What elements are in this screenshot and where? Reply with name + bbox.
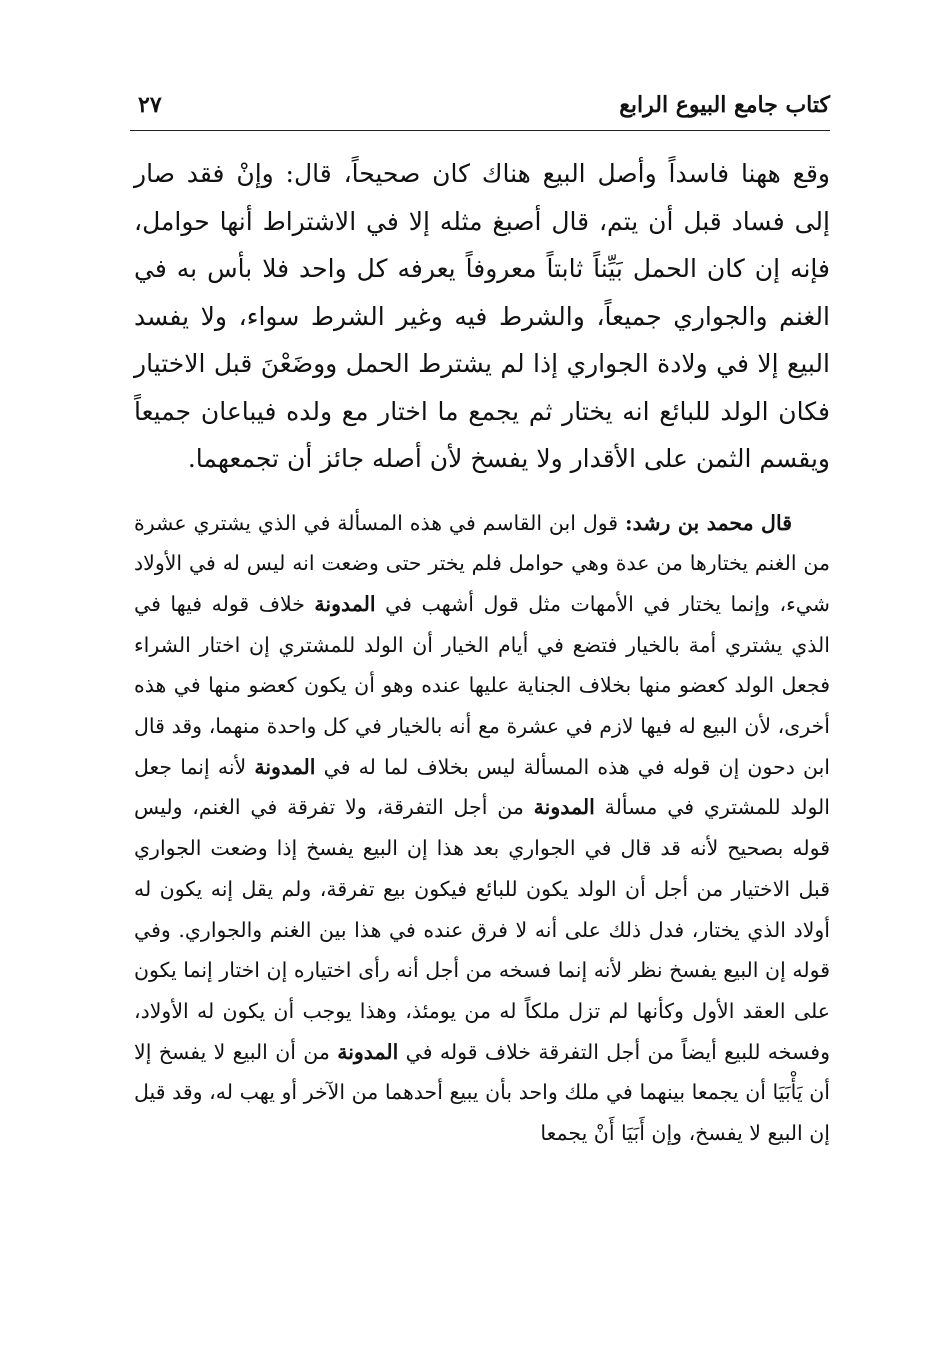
text-segment: من أجل التفرقة، ولا تفرقة في الغنم، وليس قوله بصحيح لأنه قد قال في الجواري بعد هذا إن البيع يفسخ إذا وضعت الجواري قبل الاختيار من أجل أن الولد يكون للبائع فيكون بيع تفرقة، ولم يقل إنه يكون له أولاد الذي يختار، فدل ذلك على أنه لا فرق عنده في هذا بين الغنم والجواري. وفي قوله إن البيع يفسخ نظر لأنه إنما فسخه من أجل أنه رأى اختياره إن اختار إنما يكون على العقد الأول وكأنها لم تزل ملكاً له من يومئذ، وهذا يوجب أن يكون له الأولاد، وفسخه للبيع أيضاً من أجل التفرقة خلاف قوله في: [134, 795, 830, 1064]
book-reference: المدونة: [254, 754, 316, 779]
text-segment: لأنه إنما جعل الولد للمشتري في مسألة: [134, 754, 830, 820]
paragraph-1: وقع ههنا فاسداً وأصل البيع هناك كان صحيحاً، قال: وإنْ فقد صار إلى فساد قبل أن يتم، قال أصبغ مثله إلا في الاشتراط أنها حوامل، فإنه إن كان الحمل بَيِّناً ثابتاً معروفاً يعرفه كل واحد فلا بأس به في الغنم والجواري جميعاً، والشرط فيه وغير الشرط سواء، ولا يفسد البيع إلا في ولادة الجواري إذا لم يشترط الحمل ووضَعْنَ قبل الاختيار فكان الولد للبائع انه يختار ثم يجمع ما اختار مع ولده فيباعان جميعاً ويقسم الثمن على الأقدار ولا يفسخ لأن أصله جائز أن تجمعهما.: [134, 159, 830, 473]
paragraph-2: [134, 503, 830, 1154]
page-header: [130, 90, 830, 131]
speaker-label: قال محمد بن رشد:: [625, 510, 792, 535]
page-number: ٢٧: [138, 92, 162, 118]
book-reference: المدونة: [337, 1039, 399, 1064]
running-title: كتاب جامع البيوع الرابع: [619, 92, 830, 118]
text-segment: قول ابن القاسم في هذه المسألة في الذي يشتري عشرة من الغنم يختارها من عدة وهي حوامل فلم يختر حتى وضعت انه ليس له في الأولاد شيء، وإنما يختار في الأمهات مثل قول أشهب في: [134, 510, 830, 616]
text-segment: خلاف قوله فيها في الذي يشتري أمة بالخيار فتضع في أيام الخيار أن الولد للمشتري إن اختار الشراء فجعل الولد كعضو منها بخلاف الجناية عليها عنده وهو أن يكون كعضو منها في هذه أخرى، لأن البيع له فيها لازم في عشرة مع أنه بالخيار في كل واحدة منهما، وقد قال ابن دحون إن قوله في هذه المسألة ليس بخلاف لما له في: [134, 591, 830, 779]
book-reference: المدونة: [533, 795, 595, 820]
book-reference: المدونة: [314, 591, 376, 616]
text-segment: من أن البيع لا يفسخ إلا أن يَأْبَيَا أن يجمعا بينهما في ملك واحد بأن يبيع أحدهما من الآخر أو يهب له، وقد قيل إن البيع لا يفسخ، وإن أَبَيَا أَنْ يجمعا: [134, 1039, 830, 1146]
page-body: [134, 150, 830, 1154]
